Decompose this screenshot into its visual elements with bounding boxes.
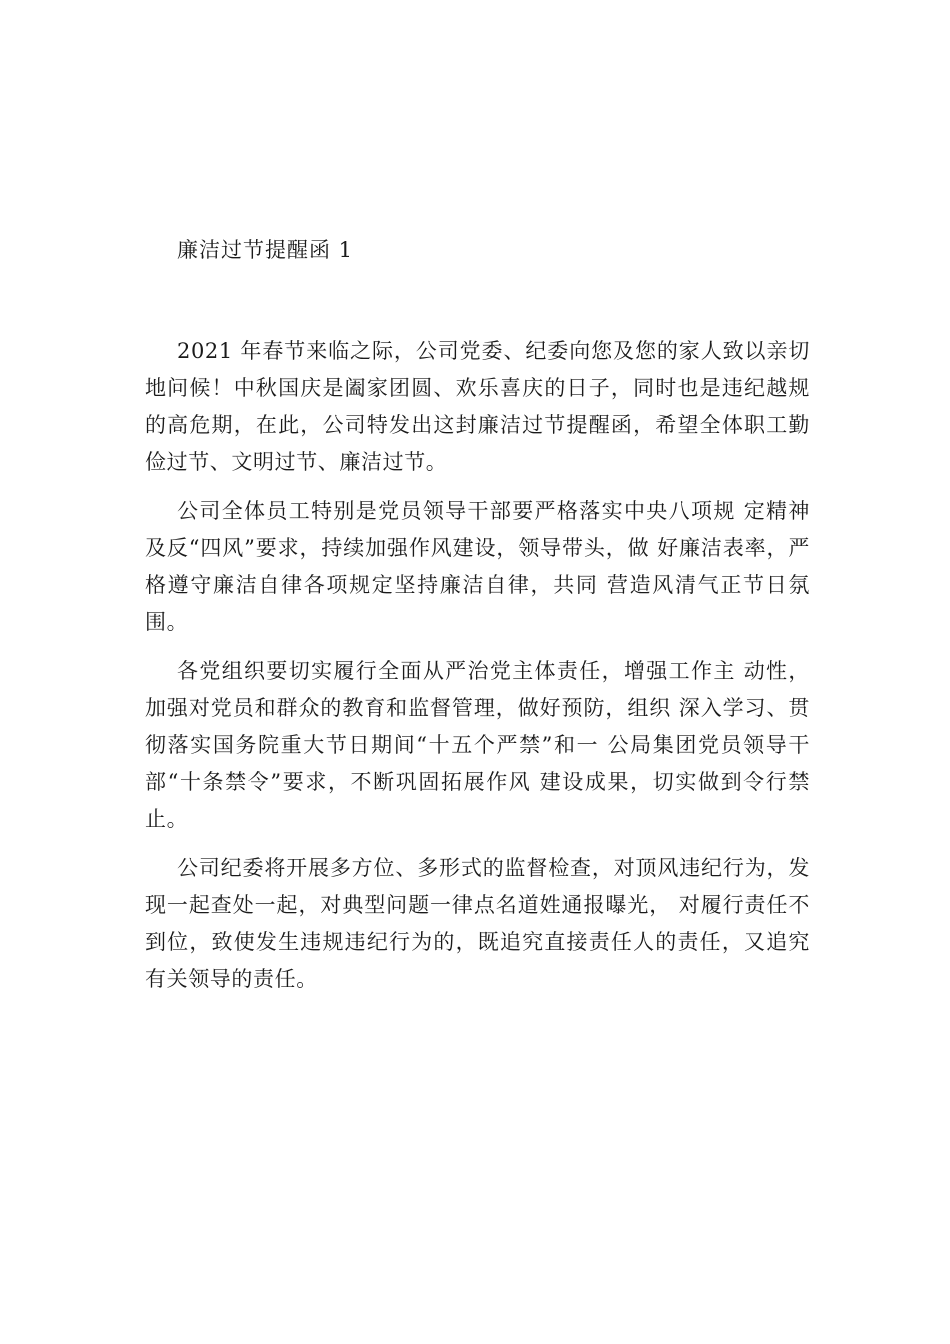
paragraph-3: 各党组织要切实履行全面从严治党主体责任，增强工作主 动性，加强对党员和群众的教育和监督管理，做好预防，组织 深入学习、贯彻落实国务院重大节日期间“十五个严禁”和一 公局集团党员领导干部“十条禁令”要求，不断巩固拓展作风 建设成果，切实做到令行禁止。 — [145, 659, 810, 831]
paragraph-1: 2021 年春节来临之际，公司党委、纪委向您及您的家人致以亲切地问候！中秋国庆是阖家团圆、欢乐喜庆的日子，同时也是违纪越规的高危期，在此，公司特发出这封廉洁过节提醒函，希望全体职工勤俭过节、文明过节、廉洁过节。 — [145, 339, 810, 474]
paragraph-2: 公司全体员工特别是党员领导干部要严格落实中央八项规 定精神及反“四风”要求，持续加强作风建设，领导带头，做 好廉洁表率，严格遵守廉洁自律各项规定坚持廉洁自律，共同 营造风清气正节日氛围。 — [145, 499, 810, 634]
document-title: 廉洁过节提醒函 1 — [177, 238, 354, 262]
paragraph-4: 公司纪委将开展多方位、多形式的监督检查，对顶风违纪行为，发现一起查处一起，对典型问题一律点名道姓通报曝光， 对履行责任不到位，致使发生违规违纪行为的，既追究直接责任人的责任，又追究有关领导的责任。 — [145, 856, 810, 991]
document-body — [145, 333, 810, 1010]
